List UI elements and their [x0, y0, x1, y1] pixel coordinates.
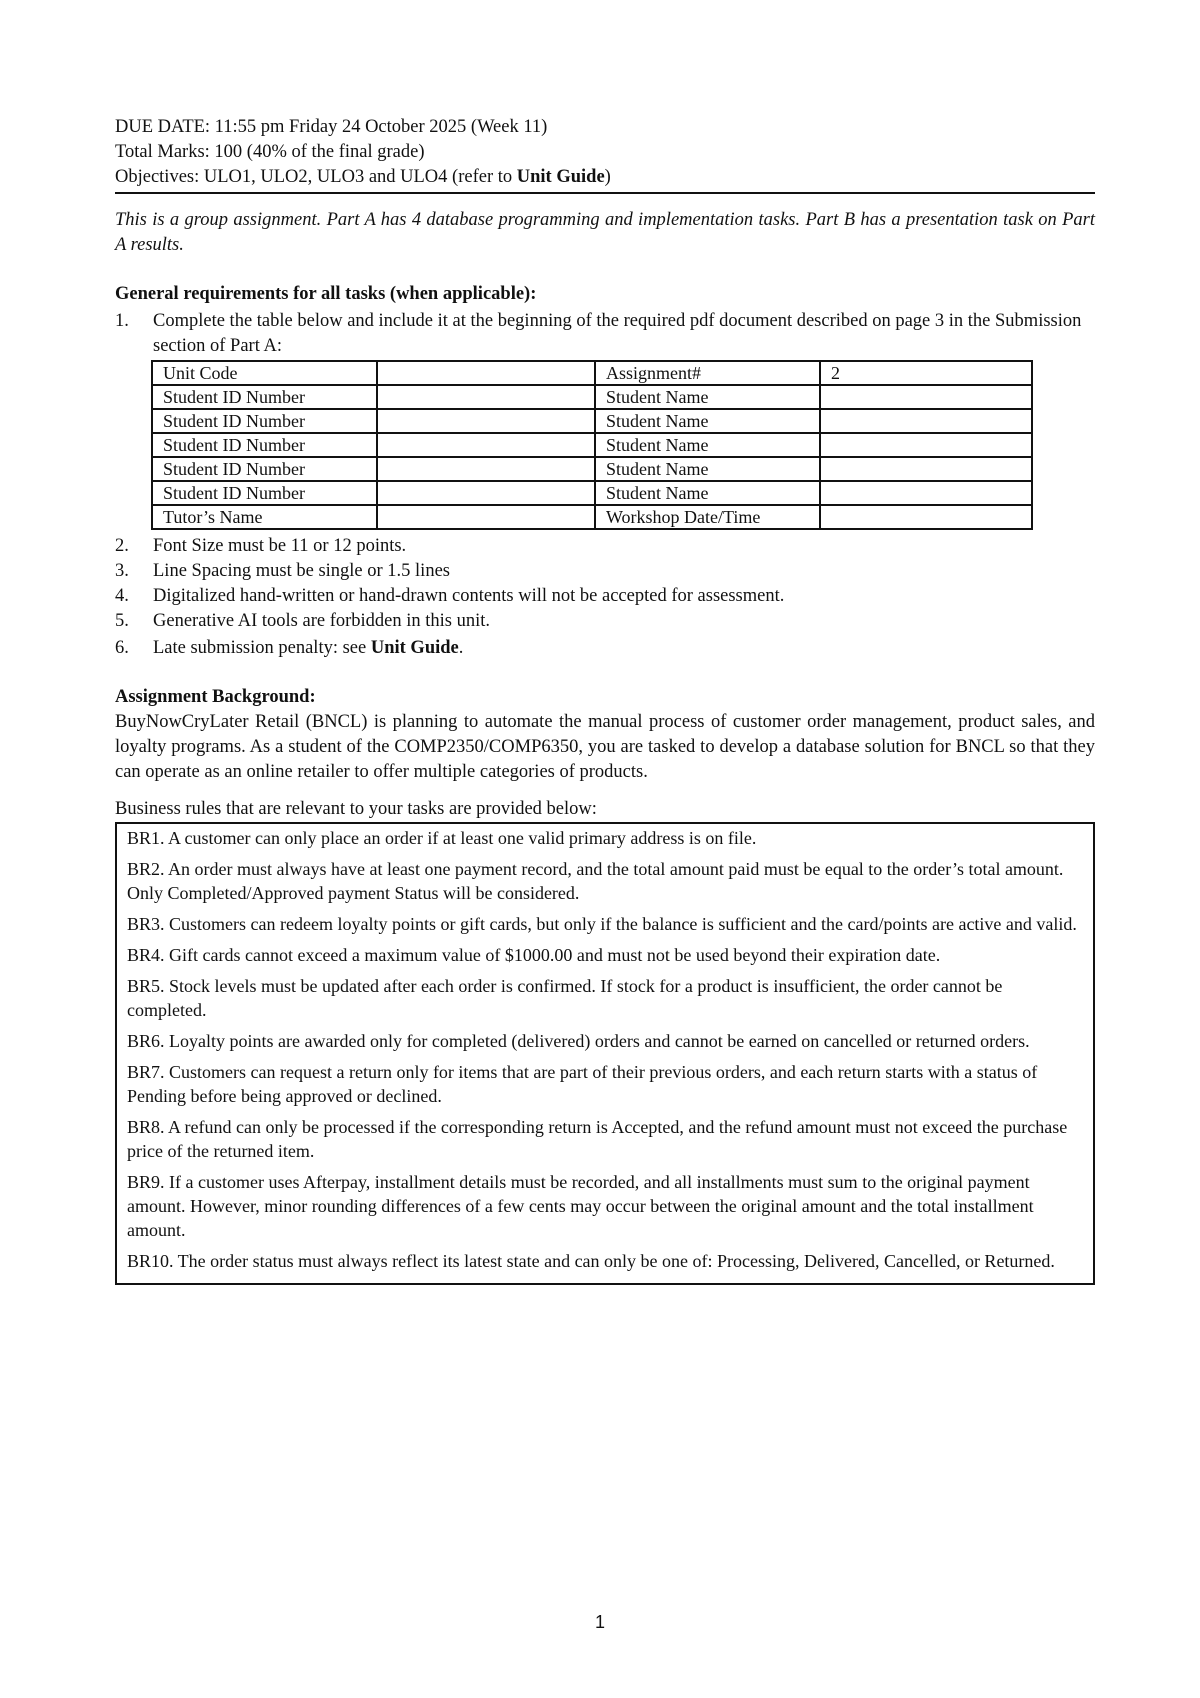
table-row [152, 361, 1032, 385]
table-cell [377, 481, 595, 505]
total-marks: Total Marks: 100 (40% of the final grade) [115, 142, 425, 162]
list-item-text: Digitalized hand-written or hand-drawn contents will not be accepted for assessment. [153, 586, 785, 606]
table-cell: Workshop Date/Time [595, 505, 820, 529]
table-cell: Student ID Number [152, 433, 377, 457]
table-row [152, 505, 1032, 529]
assignment-header [115, 115, 1095, 194]
list-item-number: 6. [115, 638, 129, 658]
objectives [115, 165, 1095, 190]
business-rule: BR3. Customers can redeem loyalty points or gift cards, but only if the balance is sufficient and the card/points are active and valid. [127, 914, 1077, 934]
table-cell: Student Name [595, 409, 820, 433]
general-requirements-list-last [115, 636, 1095, 661]
list-item [115, 309, 1095, 359]
table-row [152, 433, 1032, 457]
list-item-text: Line Spacing must be single or 1.5 lines [153, 561, 450, 581]
table-cell: Assignment# [595, 361, 820, 385]
list-item-text: Font Size must be 11 or 12 points. [153, 536, 407, 556]
late-penalty-prefix: Late submission penalty: see [153, 638, 371, 658]
page-number: 1 [594, 1612, 605, 1632]
list-item-number: 2. [115, 536, 129, 556]
table-cell [377, 361, 595, 385]
table-row [152, 409, 1032, 433]
table-cell: Student Name [595, 457, 820, 481]
objectives-prefix: Objectives: ULO1, ULO2, ULO3 and ULO4 (refer to [115, 167, 517, 187]
unit-guide-reference: Unit Guide [516, 167, 605, 187]
table-cell: Tutor’s Name [152, 505, 377, 529]
table-cell [820, 457, 1032, 481]
background-heading: Assignment Background: [115, 687, 316, 707]
list-item [115, 559, 1095, 584]
list-item [115, 636, 1095, 661]
business-rule: BR4. Gift cards cannot exceed a maximum value of $1000.00 and must not be used beyond their expiration date. [127, 945, 941, 965]
table-cell [820, 481, 1032, 505]
page-content [115, 115, 1095, 1285]
business-rule: BR7. Customers can request a return only for items that are part of their previous orders, and each return starts with a status of Pending before being approved or declined. [127, 1062, 1038, 1106]
table-cell [377, 505, 595, 529]
table-row [152, 385, 1032, 409]
general-requirements-list-cont [115, 534, 1095, 634]
list-item-number: 3. [115, 561, 129, 581]
table-cell [820, 505, 1032, 529]
late-penalty-suffix: . [458, 638, 464, 658]
list-item [115, 609, 1095, 634]
table-cell [820, 433, 1032, 457]
due-date: DUE DATE: 11:55 pm Friday 24 October 2025 (Week 11) [115, 117, 548, 137]
table-cell: Student ID Number [152, 457, 377, 481]
list-item-text: Complete the table below and include it at the beginning of the required pdf document described on page 3 in the Submission section of Part A: [153, 311, 1082, 356]
table-cell [377, 457, 595, 481]
table-cell: Student ID Number [152, 481, 377, 505]
list-item-text: Generative AI tools are forbidden in this unit. [153, 611, 491, 631]
table-cell: Student Name [595, 481, 820, 505]
list-item-number: 1. [115, 311, 129, 331]
table-cell: 2 [820, 361, 1032, 385]
table-cell [377, 385, 595, 409]
table-cell [820, 409, 1032, 433]
business-rule: BR9. If a customer uses Afterpay, installment details must be recorded, and all installments must sum to the original payment amount. However, minor rounding differences of a few cents may occur between the original amount and the total installment amount. [127, 1172, 1034, 1240]
table-row [152, 481, 1032, 505]
business-rule: BR10. The order status must always reflect its latest state and can only be one of: Processing, Delivered, Cancelled, or Returned. [127, 1251, 1055, 1271]
general-requirements-heading: General requirements for all tasks (when applicable): [115, 284, 537, 304]
student-info-table [151, 360, 1033, 530]
business-rules-box [115, 822, 1095, 1285]
unit-guide-reference: Unit Guide [370, 638, 459, 658]
table-cell: Student Name [595, 433, 820, 457]
business-rule: BR8. A refund can only be processed if the corresponding return is Accepted, and the refund amount must not exceed the purchase price of the returned item. [127, 1117, 1068, 1161]
table-row [152, 457, 1032, 481]
business-rule: BR5. Stock levels must be updated after each order is confirmed. If stock for a product is insufficient, the order cannot be completed. [127, 976, 1003, 1020]
table-cell: Student ID Number [152, 409, 377, 433]
business-rules-intro: Business rules that are relevant to your tasks are provided below: [115, 799, 597, 819]
objectives-suffix: ) [604, 167, 611, 187]
list-item [115, 534, 1095, 559]
business-rule: BR2. An order must always have at least one payment record, and the total amount paid must be equal to the order’s total amount. Only Completed/Approved payment Status will be considered. [127, 859, 1064, 903]
table-cell: Student Name [595, 385, 820, 409]
table-cell: Student ID Number [152, 385, 377, 409]
business-rule: BR6. Loyalty points are awarded only for completed (delivered) orders and cannot be earned on cancelled or returned orders. [127, 1031, 1030, 1051]
table-cell [377, 433, 595, 457]
table-cell [377, 409, 595, 433]
business-rule: BR1. A customer can only place an order if at least one valid primary address is on file. [127, 828, 757, 848]
background-paragraph: BuyNowCryLater Retail (BNCL) is planning to automate the manual process of customer order management, product sales, and loyalty programs. As a student of the COMP2350/COMP6350, you are tasked to develop a database solution for BNCL so that they can operate as an online retailer to offer multiple categories of products. [115, 712, 1095, 782]
intro-paragraph: This is a group assignment. Part A has 4 database programming and implementation tasks. Part B has a presentation task on Part A results. [115, 210, 1095, 255]
table-cell: Unit Code [152, 361, 377, 385]
header-divider [115, 192, 1095, 194]
list-item-number: 4. [115, 586, 129, 606]
general-requirements-list [115, 309, 1095, 359]
table-cell [820, 385, 1032, 409]
list-item [115, 584, 1095, 609]
list-item-number: 5. [115, 611, 129, 631]
